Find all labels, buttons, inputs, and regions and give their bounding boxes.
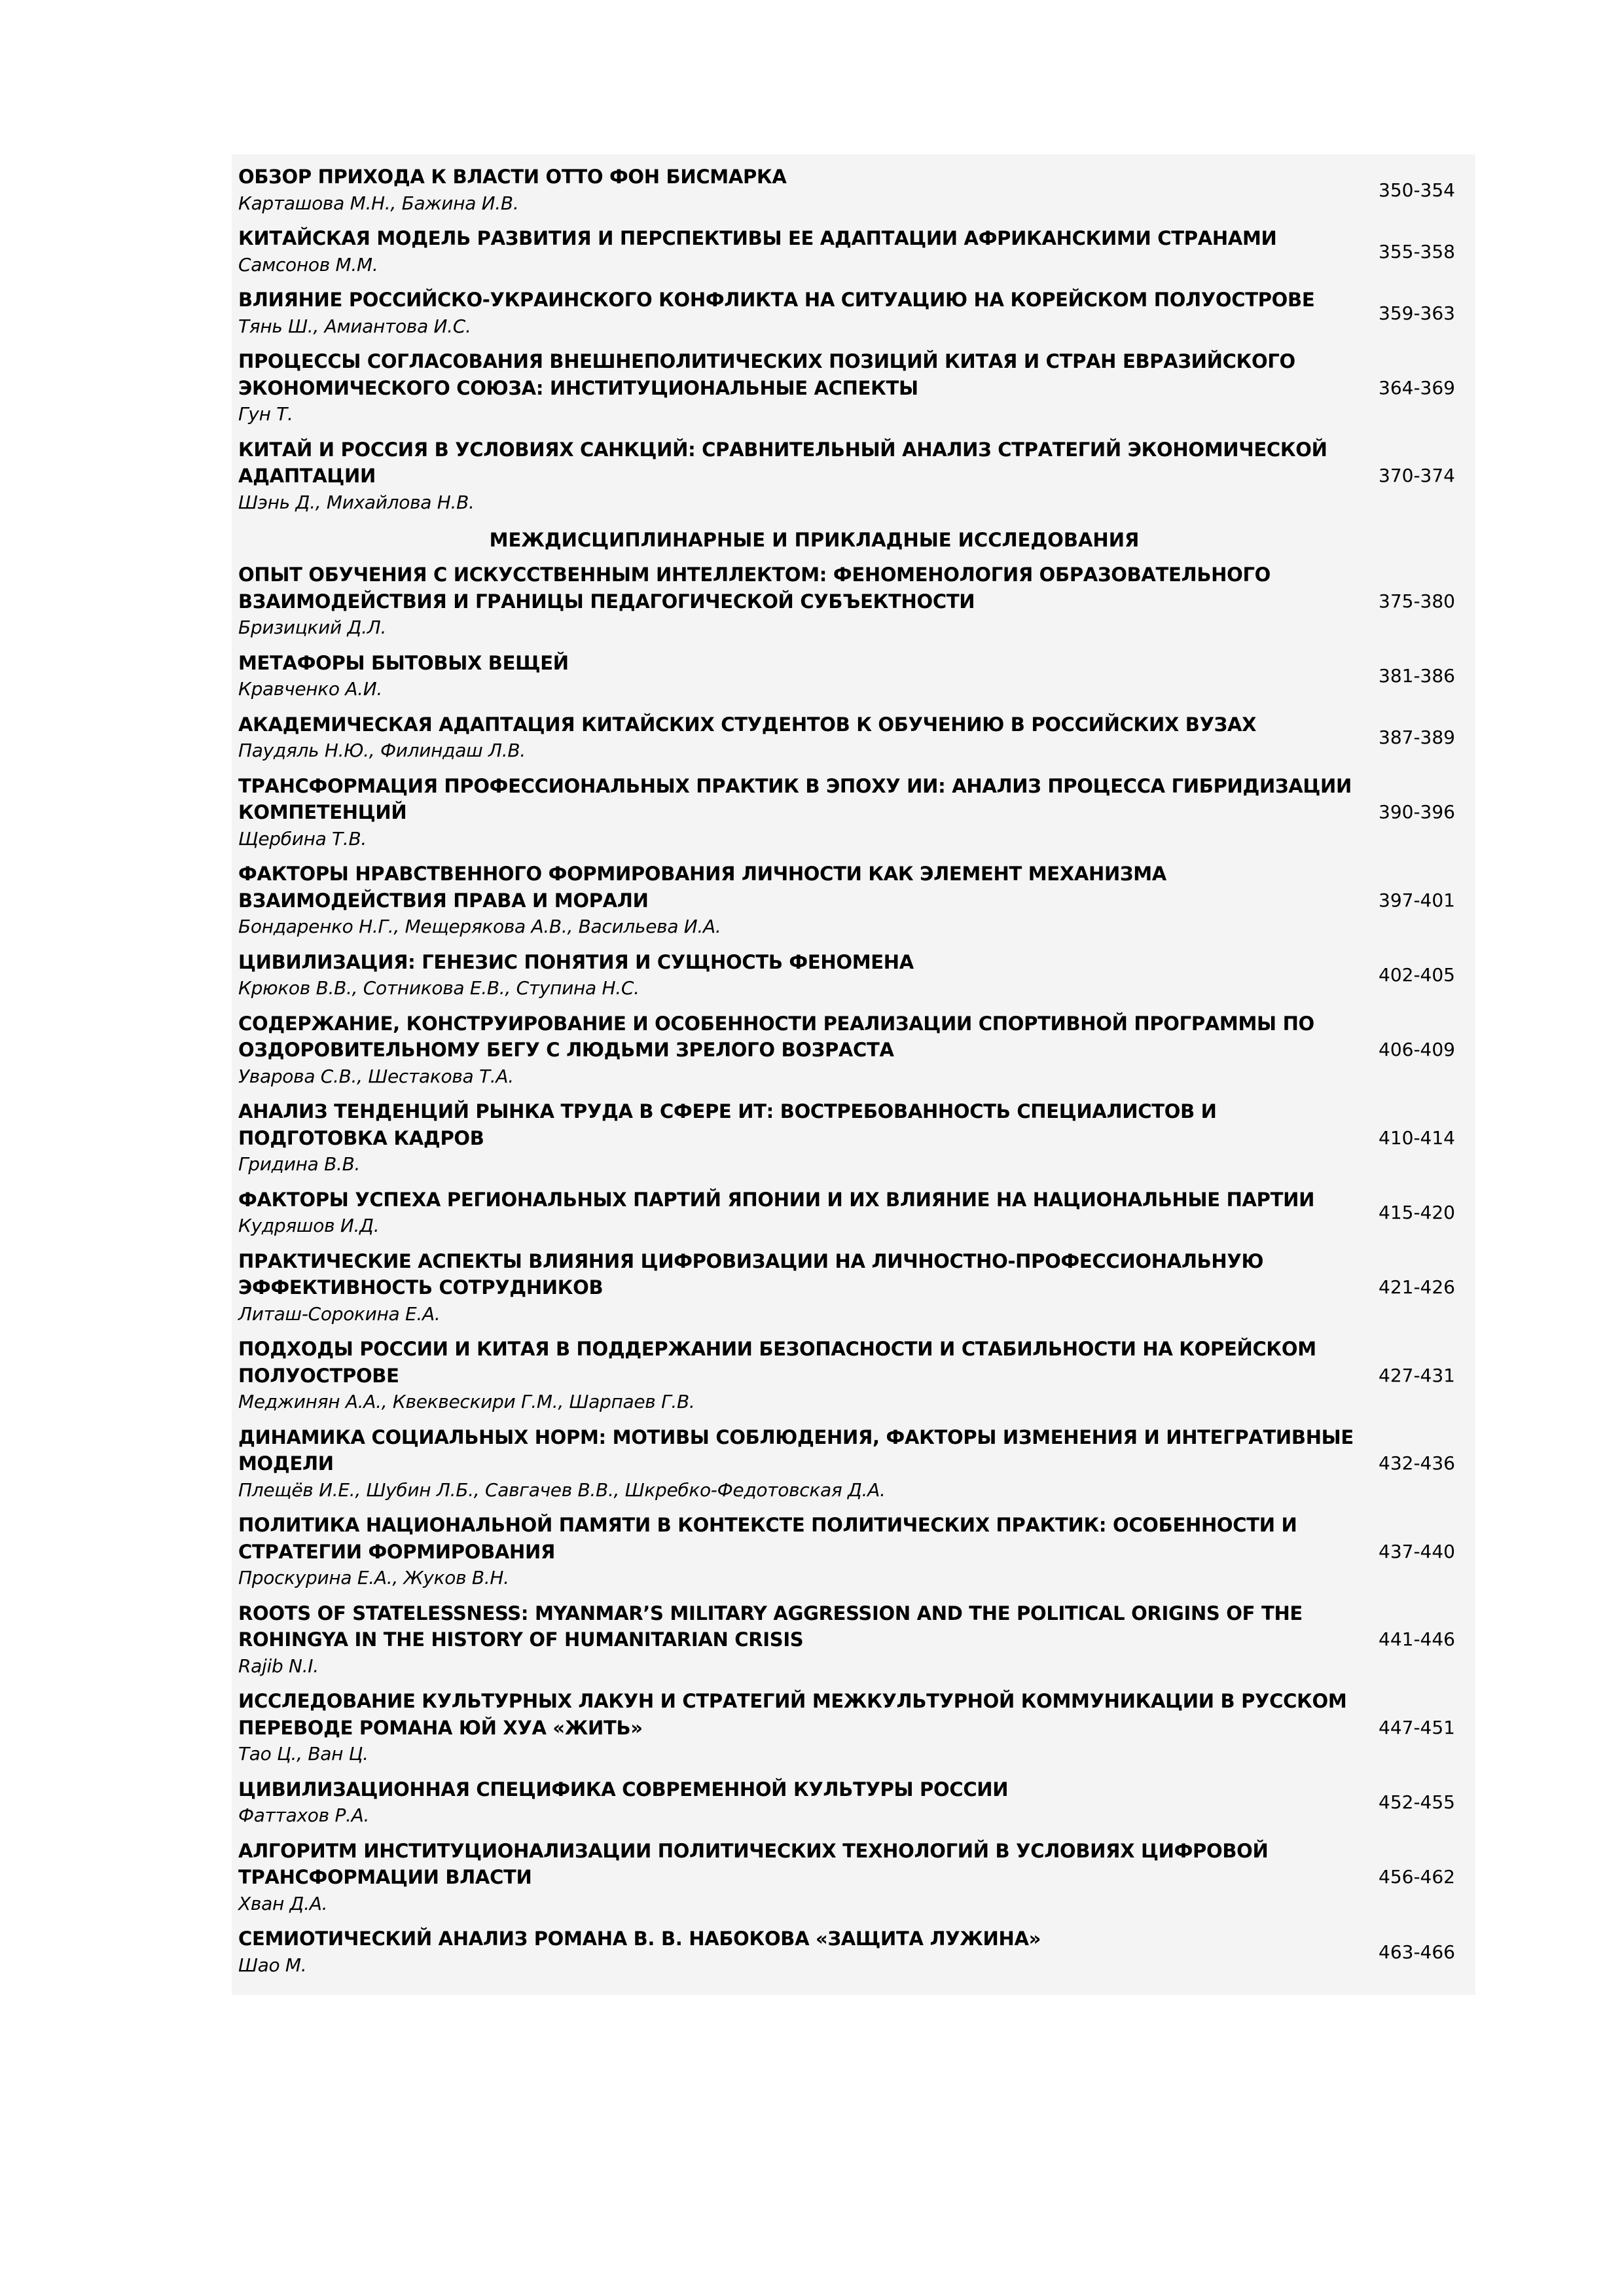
toc-entry — [232, 1512, 1475, 1592]
entry-title: ФАКТОРЫ НРАВСТВЕННОГО ФОРМИРОВАНИЯ ЛИЧНОСТИ КАК ЭЛЕМЕНТ МЕХАНИЗМА ВЗАИМОДЕЙСТВИЯ ПРАВА И МОРАЛИ — [238, 863, 1166, 912]
toc-entry — [232, 650, 1475, 703]
toc-entry — [232, 1776, 1475, 1829]
entry-title: ЦИВИЛИЗАЦИОННАЯ СПЕЦИФИКА СОВРЕМЕННОЙ КУЛЬТУРЫ РОССИИ — [238, 1778, 1009, 1801]
entry-title: ПОЛИТИКА НАЦИОНАЛЬНОЙ ПАМЯТИ В КОНТЕКСТЕ ПОЛИТИЧЕСКИХ ПРАКТИК: ОСОБЕННОСТИ И СТРАТЕГИИ ФОРМИРОВАНИЯ — [238, 1514, 1297, 1563]
entry-authors: Бондаренко Н.Г., Мещерякова А.В., Васильева И.А. — [238, 916, 721, 937]
entry-title: ФАКТОРЫ УСПЕХА РЕГИОНАЛЬНЫХ ПАРТИЙ ЯПОНИИ И ИХ ВЛИЯНИЕ НА НАЦИОНАЛЬНЫЕ ПАРТИИ — [238, 1188, 1315, 1211]
entry-title: ПОДХОДЫ РОССИИ И КИТАЯ В ПОДДЕРЖАНИИ БЕЗОПАСНОСТИ И СТАБИЛЬНОСТИ НА КОРЕЙСКОМ ПОЛУОСТРОВЕ — [238, 1338, 1316, 1387]
toc-entry — [232, 225, 1475, 278]
toc-group — [232, 164, 1475, 516]
entry-authors: Меджинян А.А., Квеквескири Г.М., Шарпаев Г.В. — [238, 1391, 695, 1412]
entry-title: АЛГОРИТМ ИНСТИТУЦИОНАЛИЗАЦИИ ПОЛИТИЧЕСКИХ ТЕХНОЛОГИЙ В УСЛОВИЯХ ЦИФРОВОЙ ТРАНСФОРМАЦИИ ВЛАСТИ — [238, 1839, 1269, 1888]
entry-title: СЕМИОТИЧЕСКИЙ АНАЛИЗ РОМАНА В. В. НАБОКОВА «ЗАЩИТА ЛУЖИНА» — [238, 1928, 1041, 1950]
entry-pages: 456-462 — [1379, 1866, 1455, 1888]
entry-pages: 350-354 — [1379, 179, 1455, 201]
toc-entry — [232, 949, 1475, 1002]
entry-pages: 447-451 — [1379, 1716, 1455, 1738]
toc-entry — [232, 1248, 1475, 1328]
entry-title: ВЛИЯНИЕ РОССИЙСКО-УКРАИНСКОГО КОНФЛИКТА НА СИТУАЦИЮ НА КОРЕЙСКОМ ПОЛУОСТРОВЕ — [238, 289, 1315, 311]
entry-title: ОПЫТ ОБУЧЕНИЯ С ИСКУССТВЕННЫМ ИНТЕЛЛЕКТОМ: ФЕНОМЕНОЛОГИЯ ОБРАЗОВАТЕЛЬНОГО ВЗАИМОДЕЙСТВИЯ И ГРАНИЦЫ ПЕДАГОГИЧЕСКОЙ СУБЪЕКТНОСТИ — [238, 564, 1271, 613]
entry-pages: 397-401 — [1379, 889, 1455, 911]
toc-entry — [232, 348, 1475, 428]
entry-authors: Самсонов М.М. — [238, 253, 378, 276]
entry-title: КИТАЙ И РОССИЯ В УСЛОВИЯХ САНКЦИЙ: СРАВНИТЕЛЬНЫЙ АНАЛИЗ СТРАТЕГИЙ ЭКОНОМИЧЕСКОЙ АДАПТАЦИИ — [238, 438, 1327, 487]
entry-title: АКАДЕМИЧЕСКАЯ АДАПТАЦИЯ КИТАЙСКИХ СТУДЕНТОВ К ОБУЧЕНИЮ В РОССИЙСКИХ ВУЗАХ — [238, 713, 1257, 736]
toc-entry — [232, 861, 1475, 941]
toc-entry — [232, 562, 1475, 641]
entry-authors: Тао Ц., Ван Ц. — [238, 1743, 369, 1765]
toc-entry — [232, 164, 1475, 217]
toc-entry — [232, 1838, 1475, 1918]
entry-authors: Шао М. — [238, 1954, 307, 1976]
toc-entry — [232, 1600, 1475, 1680]
entry-title: ИССЛЕДОВАНИЕ КУЛЬТУРНЫХ ЛАКУН И СТРАТЕГИЙ МЕЖКУЛЬТУРНОЙ КОММУНИКАЦИИ В РУССКОМ ПЕРЕВОДЕ РОМАНА ЮЙ ХУА «ЖИТЬ» — [238, 1690, 1347, 1739]
entry-authors: Литаш-Сорокина Е.А. — [238, 1302, 441, 1325]
entry-title: ПРАКТИЧЕСКИЕ АСПЕКТЫ ВЛИЯНИЯ ЦИФРОВИЗАЦИИ НА ЛИЧНОСТНО-ПРОФЕССИОНАЛЬНУЮ ЭФФЕКТИВНОСТЬ СОТРУДНИКОВ — [238, 1249, 1264, 1299]
entry-authors: Шэнь Д., Михайлова Н.В. — [238, 491, 475, 513]
toc-group — [232, 562, 1475, 1979]
entry-pages: 452-455 — [1379, 1791, 1455, 1813]
entry-pages: 441-446 — [1379, 1628, 1455, 1651]
entry-pages: 364-369 — [1379, 376, 1455, 399]
toc-entry — [232, 437, 1475, 516]
entry-authors: Плещёв И.Е., Шубин Л.Б., Савгачев В.В., Шкребко-Федотовская Д.А. — [238, 1479, 886, 1501]
entry-title: ТРАНСФОРМАЦИЯ ПРОФЕССИОНАЛЬНЫХ ПРАКТИК В ЭПОХУ ИИ: АНАЛИЗ ПРОЦЕССА ГИБРИДИЗАЦИИ КОМПЕТЕНЦИЙ — [238, 774, 1352, 823]
entry-authors: Фаттахов Р.А. — [238, 1804, 370, 1826]
entry-authors: Щербина Т.В. — [238, 827, 367, 850]
toc-entry — [232, 1011, 1475, 1090]
entry-title: ROOTS OF STATELESSNESS: MYANMAR’S MILITARY AGGRESSION AND THE POLITICAL ORIGINS OF THE ROHINGYA IN THE HISTORY OF HUMANITARIAN CRISIS — [238, 1602, 1303, 1651]
entry-authors: Кудряшов И.Д. — [238, 1215, 380, 1236]
entry-pages: 381-386 — [1379, 665, 1455, 687]
entry-pages: 463-466 — [1379, 1941, 1455, 1963]
toc-entry — [232, 1926, 1475, 1979]
entry-title: ПРОЦЕССЫ СОГЛАСОВАНИЯ ВНЕШНЕПОЛИТИЧЕСКИХ ПОЗИЦИЙ КИТАЯ И СТРАН ЕВРАЗИЙСКОГО ЭКОНОМИЧЕСКОГО СОЮЗА: ИНСТИТУЦИОНАЛЬНЫЕ АСПЕКТЫ — [238, 350, 1295, 399]
entry-title: МЕТАФОРЫ БЫТОВЫХ ВЕЩЕЙ — [238, 651, 569, 674]
entry-authors: Rajib N.I. — [238, 1655, 319, 1677]
toc-entry — [232, 1187, 1475, 1240]
entry-authors: Гун Т. — [238, 403, 293, 425]
entry-pages: 370-374 — [1379, 465, 1455, 487]
section-heading: МЕЖДИСЦИПЛИНАРНЫЕ И ПРИКЛАДНЫЕ ИССЛЕДОВАНИЯ — [489, 529, 1140, 551]
toc-entry — [232, 773, 1475, 853]
entry-pages: 406-409 — [1379, 1039, 1455, 1061]
entry-authors: Хван Д.А. — [238, 1892, 328, 1914]
entry-pages: 387-389 — [1379, 726, 1455, 748]
entry-authors: Паудяль Н.Ю., Филиндаш Л.В. — [238, 740, 526, 761]
entry-pages: 432-436 — [1379, 1452, 1455, 1475]
entry-title: ОБЗОР ПРИХОДА К ВЛАСТИ ОТТО ФОН БИСМАРКА — [238, 166, 787, 188]
entry-pages: 421-426 — [1379, 1276, 1455, 1299]
entry-pages: 359-363 — [1379, 302, 1455, 324]
entry-authors: Проскурина Е.А., Жуков В.Н. — [238, 1567, 509, 1588]
entry-authors: Гридина В.В. — [238, 1153, 361, 1175]
entry-title: СОДЕРЖАНИЕ, КОНСТРУИРОВАНИЕ И ОСОБЕННОСТИ РЕАЛИЗАЦИИ СПОРТИВНОЙ ПРОГРАММЫ ПО ОЗДОРОВИТЕЛЬНОМУ БЕГУ С ЛЮДЬМИ ЗРЕЛОГО ВОЗРАСТА — [238, 1012, 1314, 1061]
entry-pages: 402-405 — [1379, 964, 1455, 986]
table-of-contents — [232, 154, 1475, 1995]
toc-entry — [232, 1098, 1475, 1178]
entry-pages: 390-396 — [1379, 801, 1455, 823]
entry-pages: 427-431 — [1379, 1364, 1455, 1386]
entry-pages: 437-440 — [1379, 1540, 1455, 1562]
entry-authors: Крюков В.В., Сотникова Е.В., Ступина Н.С. — [238, 977, 640, 999]
toc-entry — [232, 1424, 1475, 1504]
toc-entry — [232, 1688, 1475, 1768]
entry-pages: 415-420 — [1379, 1202, 1455, 1223]
entry-title: КИТАЙСКАЯ МОДЕЛЬ РАЗВИТИЯ И ПЕРСПЕКТИВЫ ЕЕ АДАПТАЦИИ АФРИКАНСКИМИ СТРАНАМИ — [238, 227, 1277, 249]
entry-authors: Карташова М.Н., Бажина И.В. — [238, 192, 519, 214]
entry-authors: Тянь Ш., Амиантова И.С. — [238, 315, 471, 337]
entry-pages: 375-380 — [1379, 590, 1455, 612]
entry-pages: 355-358 — [1379, 240, 1455, 262]
entry-authors: Уварова С.В., Шестакова Т.А. — [238, 1065, 514, 1087]
entry-pages: 410-414 — [1379, 1126, 1455, 1149]
toc-entry — [232, 287, 1475, 340]
entry-authors: Бризицкий Д.Л. — [238, 617, 387, 638]
entry-title: ДИНАМИКА СОЦИАЛЬНЫХ НОРМ: МОТИВЫ СОБЛЮДЕНИЯ, ФАКТОРЫ ИЗМЕНЕНИЯ И ИНТЕГРАТИВНЫЕ МОДЕЛИ — [238, 1426, 1354, 1475]
toc-entry — [232, 1336, 1475, 1416]
entry-authors: Кравченко А.И. — [238, 678, 383, 700]
entry-title: АНАЛИЗ ТЕНДЕНЦИЙ РЫНКА ТРУДА В СФЕРЕ ИТ: ВОСТРЕБОВАННОСТЬ СПЕЦИАЛИСТОВ И ПОДГОТОВКА КАДРОВ — [238, 1100, 1217, 1149]
entry-title: ЦИВИЛИЗАЦИЯ: ГЕНЕЗИС ПОНЯТИЯ И СУЩНОСТЬ ФЕНОМЕНА — [238, 950, 914, 973]
toc-entry — [232, 711, 1475, 764]
